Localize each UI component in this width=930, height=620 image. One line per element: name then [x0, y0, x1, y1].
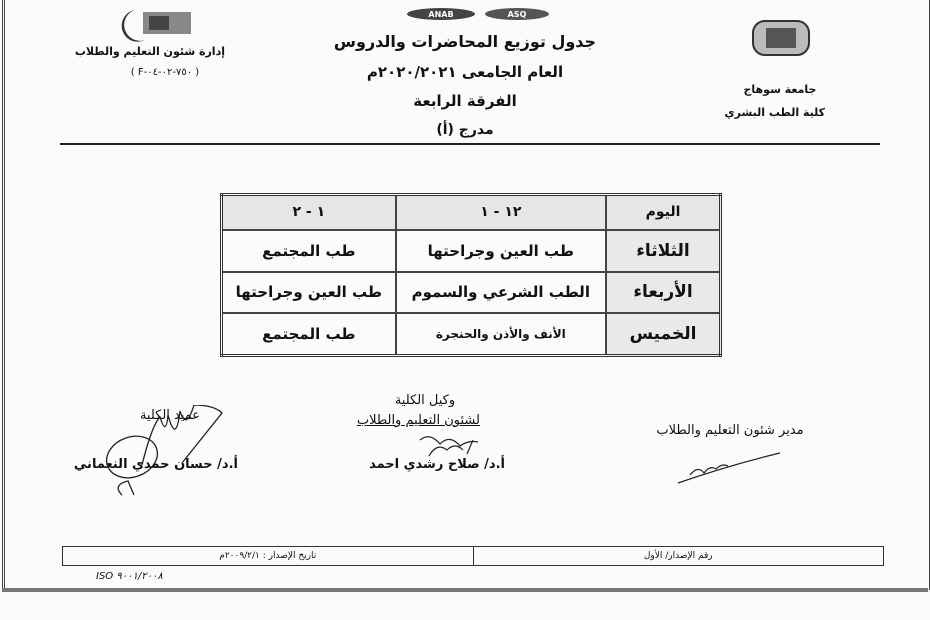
- header-slot2: ١ - ٢: [222, 195, 396, 230]
- footer-info-box: [62, 546, 884, 566]
- day-cell: الأربعاء: [606, 272, 721, 314]
- university-seal: [750, 18, 812, 58]
- academic-year: العام الجامعى ٢٠٢٠/٢٠٢١م: [366, 63, 564, 81]
- table-row: [222, 313, 721, 355]
- director-signature: [670, 445, 790, 485]
- faculty-name: كلية الطب البشري: [724, 106, 825, 119]
- day-cell: الخميس: [606, 313, 721, 355]
- student-level: الفرقة الرابعة: [413, 92, 517, 110]
- anab-logo-text: ANAB: [428, 10, 454, 19]
- vice-dean-signature: [415, 428, 485, 460]
- dean-title: عميد الكلية: [139, 408, 201, 423]
- schedule-table: [220, 193, 722, 357]
- course-cell: طب المجتمع: [222, 313, 396, 355]
- course-cell: طب العين وجراحتها: [222, 272, 396, 314]
- table-header-row: [222, 195, 721, 230]
- university-name: جامعة سوهاج: [743, 83, 817, 96]
- bottom-border: [2, 588, 928, 592]
- department-name: إدارة شئون التعليم والطلاب: [74, 45, 225, 58]
- vice-dean-title: وكيل الكلية: [394, 393, 456, 408]
- vice-dean-name: أ.د/ صلاح رشدي احمد: [369, 457, 505, 472]
- accreditation-logos: [405, 7, 553, 23]
- header-divider: [60, 143, 880, 145]
- issue-number: رقم الإصدار/ الأول: [643, 551, 713, 561]
- table-row: [222, 272, 721, 314]
- day-cell: الثلاثاء: [606, 230, 721, 272]
- header-slot1: ١٢ - ١: [396, 195, 606, 230]
- header-day: اليوم: [606, 195, 721, 230]
- issue-date: تاريخ الإصدار : ٢٠٠٩/٢/١م: [63, 547, 474, 565]
- course-cell: الطب الشرعي والسموم: [396, 272, 606, 314]
- dean-name: أ.د/ حسان حمدي النعماني: [73, 457, 238, 472]
- vice-dean-subtitle: لشئون التعليم والطلاب: [356, 413, 480, 428]
- table-row: [222, 230, 721, 272]
- dean-signature: [92, 405, 242, 505]
- department-logo: [105, 6, 197, 42]
- asq-logo-text: ASQ: [507, 10, 527, 19]
- lecture-hall: مدرج (أ): [436, 122, 494, 138]
- course-cell: الأنف والأذن والحنجرة: [396, 313, 606, 355]
- form-code: ( F-٧٥٠-٠٢-٠٤ ): [130, 67, 200, 78]
- course-cell: طب المجتمع: [222, 230, 396, 272]
- course-cell: طب العين وجراحتها: [396, 230, 606, 272]
- iso-standard: ISO ٩٠٠١/٢٠٠٨: [96, 571, 163, 582]
- director-title: مدير شئون التعليم والطلاب: [656, 423, 804, 438]
- document-title: جدول توزيع المحاضرات والدروس: [333, 32, 597, 51]
